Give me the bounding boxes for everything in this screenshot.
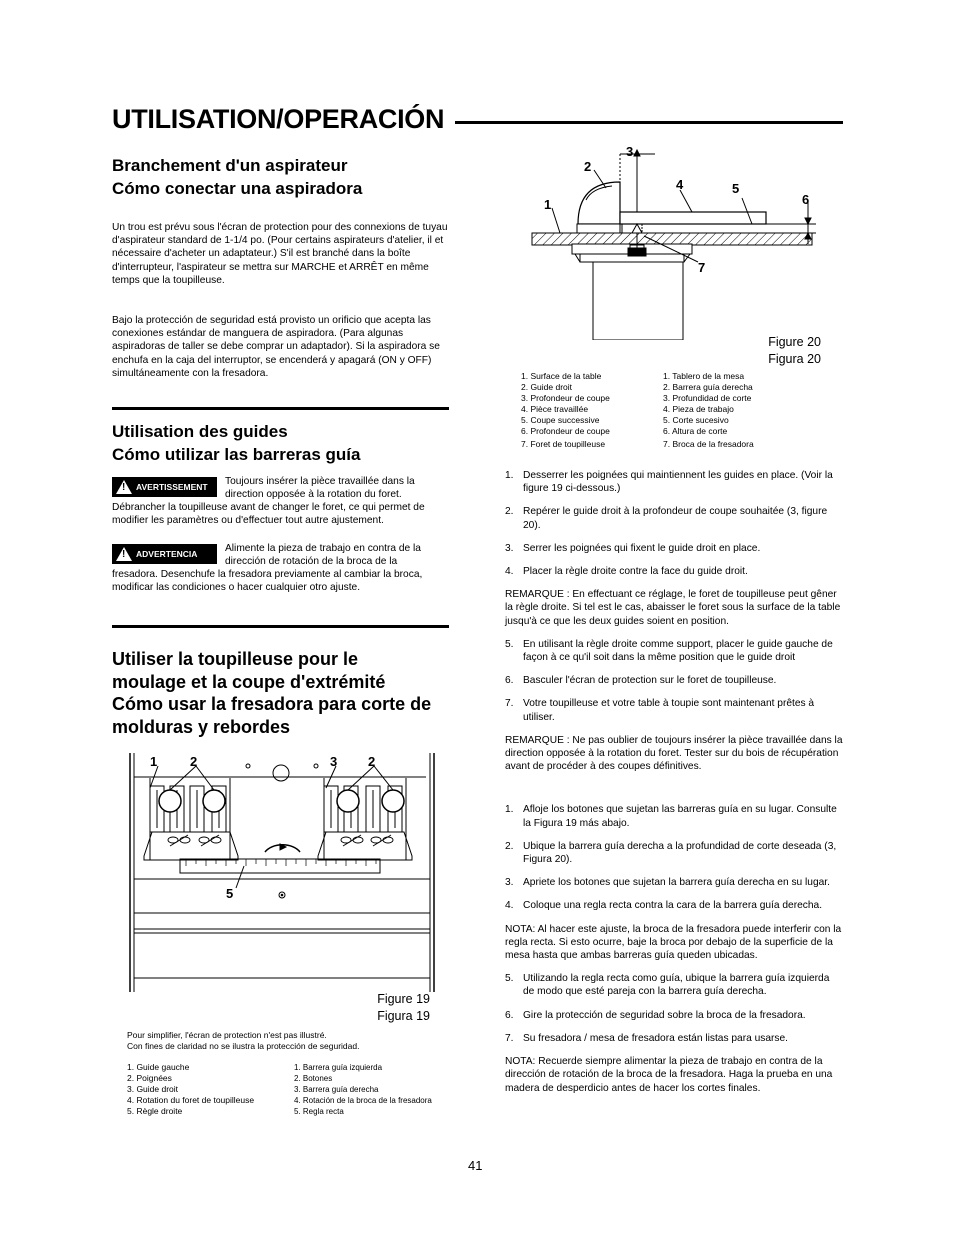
steps-es-2	[505, 972, 843, 1045]
section-guides-heading	[112, 420, 360, 466]
step-text: Ubique la barrera guía derecha a la profundidad de corte deseada (3, Figura 20).	[523, 840, 837, 866]
fig19-label: 2	[368, 754, 376, 769]
legend-item: 1. Guide gauche	[127, 1062, 190, 1072]
caption-es: Figura 20	[768, 352, 821, 366]
steps-es	[505, 803, 843, 912]
warning-label: ADVERTENCIA	[136, 549, 198, 559]
list-item	[505, 697, 843, 723]
fig20-label: 1	[544, 197, 552, 212]
legend-item: 3. Guide droit	[127, 1084, 179, 1094]
heading-es: Cómo utilizar las barreras guía	[112, 445, 361, 464]
warning-label: AVERTISSEMENT	[136, 482, 208, 492]
heading-line: moulage et la coupe d'extrémité	[112, 671, 386, 692]
warning-es-rest: fresadora. Desenchufe la fresadora previamente al cambiar la broca, modificar las condiciones o hacer cualquier otro ajuste.	[112, 569, 423, 594]
steps-fr	[505, 469, 843, 578]
fig19-label: 2	[190, 754, 198, 769]
step-text: En utilisant la règle droite comme support, placer le guide gauche de façon à ce qu'il soit dans la même position que le guide droit	[523, 638, 833, 664]
step-number: 5.	[505, 973, 514, 985]
fig20-label: 3	[626, 144, 634, 159]
list-item	[505, 542, 843, 555]
step-text: Su fresadora / mesa de fresadora están listas para usarse.	[523, 1032, 789, 1044]
legend-item: 3. Profundidad de corte	[663, 393, 752, 403]
section-divider	[112, 625, 449, 628]
fig19-label: 3	[330, 754, 338, 769]
step-number: 6.	[505, 675, 514, 687]
legend-item: 5. Regla recta	[294, 1107, 344, 1116]
title-rule	[455, 121, 843, 124]
warning-triangle-icon	[116, 480, 132, 494]
list-item	[505, 899, 843, 912]
caption-fr: Figure 19	[377, 992, 430, 1006]
section-divider	[112, 407, 449, 410]
warning-badge-es	[112, 544, 217, 564]
list-item	[505, 972, 843, 998]
legend-item: 4. Pieza de trabajo	[663, 404, 734, 414]
figure-19-caption	[330, 991, 430, 1025]
legend-item: 2. Poignées	[127, 1073, 172, 1083]
step-text: Votre toupilleuse et votre table à toupie sont maintenant prêtes à utiliser.	[523, 698, 815, 723]
heading-line: Cómo usar la fresadora para corte de	[112, 694, 432, 714]
legend-item: 1. Surface de la table	[521, 371, 602, 381]
legend-item: 1. Tablero de la mesa	[663, 371, 745, 381]
page-number: 41	[468, 1158, 483, 1173]
step-text: Coloque una regla recta contra la cara de la barrera guía derecha.	[523, 900, 823, 912]
list-item	[505, 638, 843, 664]
steps-fr-2	[505, 638, 843, 724]
nota-1-es: NOTA: Al hacer este ajuste, la broca de la fresadora puede interferir con la regla recta. Si esto ocurre, baje la broca por debajo de la superficie de la mesa hasta que ambas barreras guía queden ubicadas.	[505, 923, 842, 962]
heading-es: Cómo conectar una aspiradora	[112, 179, 363, 198]
step-number: 6.	[505, 1009, 514, 1021]
step-text: Serrer les poignées qui fixent le guide droit en place.	[523, 542, 761, 554]
caption-es: Figura 19	[377, 1009, 430, 1023]
list-item	[505, 1032, 843, 1045]
step-number: 7.	[505, 698, 514, 710]
figure-19-diagram	[120, 748, 440, 998]
note-es: Con fines de claridad no se ilustra la protección de seguridad.	[127, 1041, 360, 1051]
step-number: 7.	[505, 1032, 514, 1044]
figure-20-diagram	[520, 140, 830, 340]
step-text: Apriete los botones que sujetan la barrera guía derecha en su lugar.	[523, 877, 830, 889]
figure-19-legend-es	[294, 1062, 459, 1117]
list-item	[505, 505, 843, 531]
legend-item: 2. Guide droit	[521, 382, 573, 392]
legend-item: 3. Profondeur de coupe	[521, 393, 610, 403]
step-text: Placer la règle droite contre la face du guide droit.	[523, 566, 748, 578]
list-item	[505, 840, 843, 866]
step-number: 2.	[505, 840, 514, 852]
step-text: Desserrer les poignées qui maintiennent les guides en place. (Voir la figure 19 ci-dessous.)	[523, 470, 833, 495]
figure-19-legend-fr	[127, 1062, 292, 1117]
figure-20-legend-es	[663, 371, 813, 450]
heading-line: Utiliser la toupilleuse pour le	[112, 649, 359, 669]
legend-item: 1. Barrera guía izquierda	[294, 1063, 383, 1072]
legend-item: 6. Altura de corte	[663, 426, 728, 436]
legend-item: 4. Rotation du foret de toupilleuse	[127, 1095, 255, 1105]
legend-item: 2. Botones	[294, 1074, 333, 1083]
warning-es-lines	[225, 542, 455, 568]
fig20-label: 4	[676, 177, 684, 192]
step-text: Gire la protección de seguridad sobre la broca de la fresadora.	[523, 1009, 806, 1021]
step-number: 1.	[505, 470, 514, 481]
list-item	[505, 876, 843, 889]
legend-item: 3. Barrera guía derecha	[294, 1085, 379, 1094]
legend-item: 6. Profondeur de coupe	[521, 426, 610, 436]
step-number: 3.	[505, 877, 514, 889]
warning-text-line: Alimente la pieza de trabajo en contra de la	[225, 543, 421, 554]
figure-20-caption	[720, 334, 821, 368]
instructions-column	[505, 469, 843, 1095]
list-item	[505, 1009, 843, 1022]
section-molding-heading	[112, 648, 431, 738]
fig19-label: 1	[150, 754, 158, 769]
list-item	[505, 469, 843, 495]
step-text: Basculer l'écran de protection sur le foret de toupilleuse.	[523, 675, 777, 687]
warning-triangle-icon	[116, 547, 132, 561]
warning-fr-lines	[225, 475, 455, 501]
step-text: Afloje los botones que sujetan las barreras guía en su lugar. Consulte la Figura 19 más abajo.	[523, 804, 837, 829]
section-vacuum-heading	[112, 154, 362, 200]
fig20-label: 6	[802, 192, 810, 207]
heading-line: molduras y rebordes	[112, 716, 291, 737]
legend-item: 5. Corte sucesivo	[663, 415, 729, 425]
legend-item: 7. Broca de la fresadora	[663, 439, 754, 449]
list-item	[505, 803, 843, 829]
fig20-label: 5	[732, 181, 740, 196]
step-number: 1.	[505, 804, 514, 816]
legend-item: 4. Rotación de la broca de la fresadora	[294, 1096, 432, 1105]
step-text: Repérer le guide droit à la profondeur de coupe souhaitée (3, figure 20).	[523, 506, 828, 531]
vacuum-paragraph-fr: Un trou est prévu sous l'écran de protection pour des connexions de tuyau d'aspirateur standard de 1-1/4 po. (Pour certains aspirateurs d'atelier, il et nécessaire d'acheter un adaptateur.) S'il est branché dans la boîte d'interrupteur, l'aspirateur se mettra sur MARCHE et ARRÊT en même temps que la toupilleuse.	[112, 222, 448, 286]
step-number: 4.	[505, 566, 514, 578]
warning-text-line: direction opposée à la rotation du foret.	[225, 489, 402, 501]
step-text: Utilizando la regla recta como guía, ubique la barrera guía izquierda de modo que esté pareja con la barrera guía derecha.	[523, 973, 830, 998]
legend-item: 5. Règle droite	[127, 1106, 183, 1116]
list-item	[505, 674, 843, 687]
vacuum-paragraph-es: Bajo la protección de seguridad está provisto un orificio que acepta las conexiones estándar de manguera de aspiradora. (Para algunas aspiradoras de taller se debe comprar un adaptador). Si la aspiradora se enchufa en la caja del interruptor, se encenderá y apagará (ON y OFF) simultáneamente con la fresadora.	[112, 315, 440, 379]
heading-fr: Branchement d'un aspirateur	[112, 156, 348, 175]
remark-1-fr: REMARQUE : En effectuant ce réglage, le foret de toupilleuse peut gêner la règle droite. Si tel est le cas, abaisser le foret sous la surface de la table jusqu'à ce que les deux guides soient en position.	[505, 589, 841, 627]
warning-text-line: dirección de rotación de la broca de la	[225, 556, 398, 568]
page-title: UTILISATION/OPERACIÓN	[112, 104, 445, 134]
fig20-label: 7	[698, 260, 706, 275]
warning-badge-fr	[112, 477, 217, 497]
note-fr: Pour simplifier, l'écran de protection n'est pas illustré.	[127, 1030, 327, 1040]
figure-20-legend-fr	[521, 371, 661, 450]
step-number: 4.	[505, 900, 514, 912]
step-number: 3.	[505, 542, 514, 554]
heading-fr: Utilisation des guides	[112, 422, 288, 441]
list-item	[505, 565, 843, 578]
fig19-label: 5	[226, 886, 234, 901]
step-number: 5.	[505, 638, 514, 650]
legend-item: 4. Pièce travaillée	[521, 404, 589, 414]
remark-2-fr: REMARQUE : Ne pas oublier de toujours insérer la pièce travaillée dans la direction opposée à la rotation du foret. Tester sur du bois de récupération avant de procéder à des coupes définitives.	[505, 734, 843, 773]
fig20-label: 2	[584, 159, 592, 174]
legend-item: 2. Barrera guía derecha	[663, 382, 753, 392]
legend-item: 5. Coupe successive	[521, 415, 600, 425]
step-number: 2.	[505, 506, 514, 518]
warning-text-line: Toujours insérer la pièce travaillée dans la	[225, 476, 415, 487]
figure-19-note	[127, 1030, 447, 1052]
legend-item: 7. Foret de toupilleuse	[521, 439, 606, 449]
caption-fr: Figure 20	[768, 335, 821, 349]
nota-2-es: NOTA: Recuerde siempre alimentar la pieza de trabajo en contra de la dirección de rotación de la broca de la fresadora. Haga la prueba en una madera de desperdicio antes de hacer los cortes finales.	[505, 1056, 833, 1094]
warning-fr-rest: Débrancher la toupilleuse avant de changer le foret, ce qui permet de modifier les paramètres ou d'effectuer tout autre ajustement.	[112, 502, 425, 527]
